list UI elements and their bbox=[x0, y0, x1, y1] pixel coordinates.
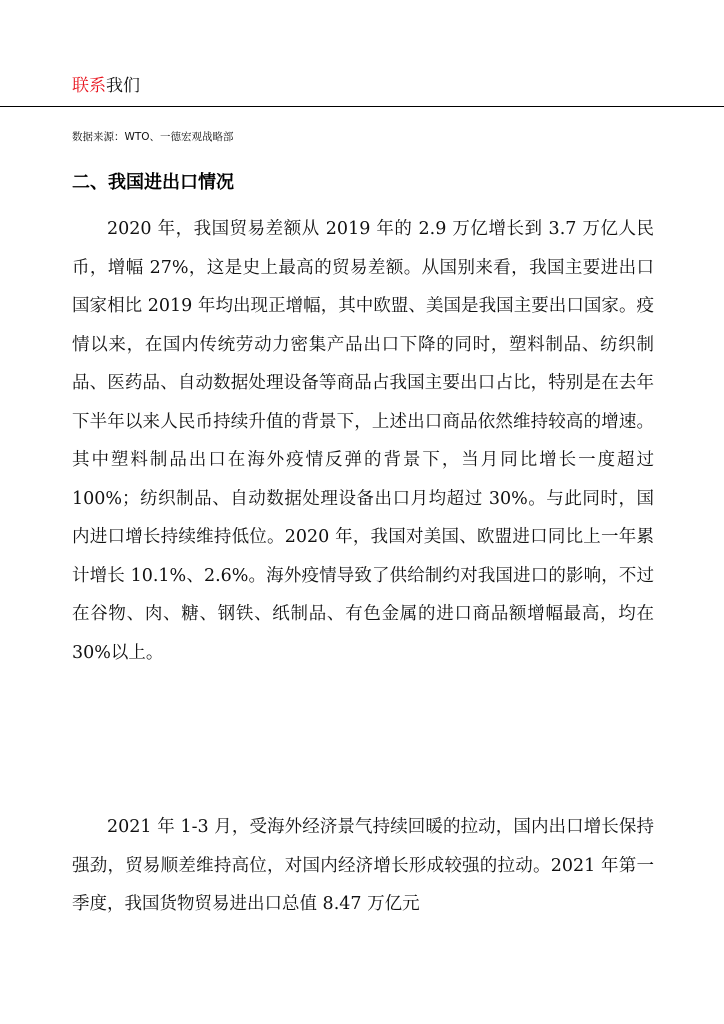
contact-us-link[interactable] bbox=[72, 76, 140, 96]
body-paragraph-2: 2021 年 1-3 月，受海外经济景气持续回暖的拉动，国内出口增长保持强劲，贸易顺差维持高位，对国内经济增长形成较强的拉动。2021 年第一季度，我国货物贸易进出口总值 8.47 万亿元 bbox=[72, 817, 654, 914]
page-header bbox=[0, 0, 724, 107]
contact-us-link-part1: 联系 bbox=[72, 76, 106, 96]
body-paragraph-1: 2020 年，我国贸易差额从 2019 年的 2.9 万亿增长到 3.7 万亿人民币，增幅 27%，这是史上最高的贸易差额。从国别来看，我国主要进出口国家相比 2019 年均出现正增幅，其中欧盟、美国是我国主要出口国家。疫情以来，在国内传统劳动力密集产品出口下降的同时，塑料制品、纺织制品、医药品、自动数据处理设备等商品占我国主要出口占比，特别是在去年下半年以来人民币持续升值的背景下，上述出口商品依然维持较高的增速。其中塑料制品出口在海外疫情反弹的背景下，当月同比增长一度超过 100%；纺织制品、自动数据处理设备出口月均超过 30%。与此同时，国内进口增长持续维持低位。2020 年，我国对美国、欧盟进口同比上一年累计增长 10.1%、2.6%。海外疫情导致了供给制约对我国进口的影响，不过在谷物、肉、糖、钢铁、纸制品、有色金属的进口商品额增幅最高，均在 30%以上。 bbox=[72, 219, 654, 663]
section-title: 二、我国进出口情况 bbox=[72, 172, 234, 193]
contact-us-link-part2: 我们 bbox=[106, 76, 140, 96]
data-source-note: 数据来源：WTO、一德宏观战略部 bbox=[72, 131, 234, 143]
